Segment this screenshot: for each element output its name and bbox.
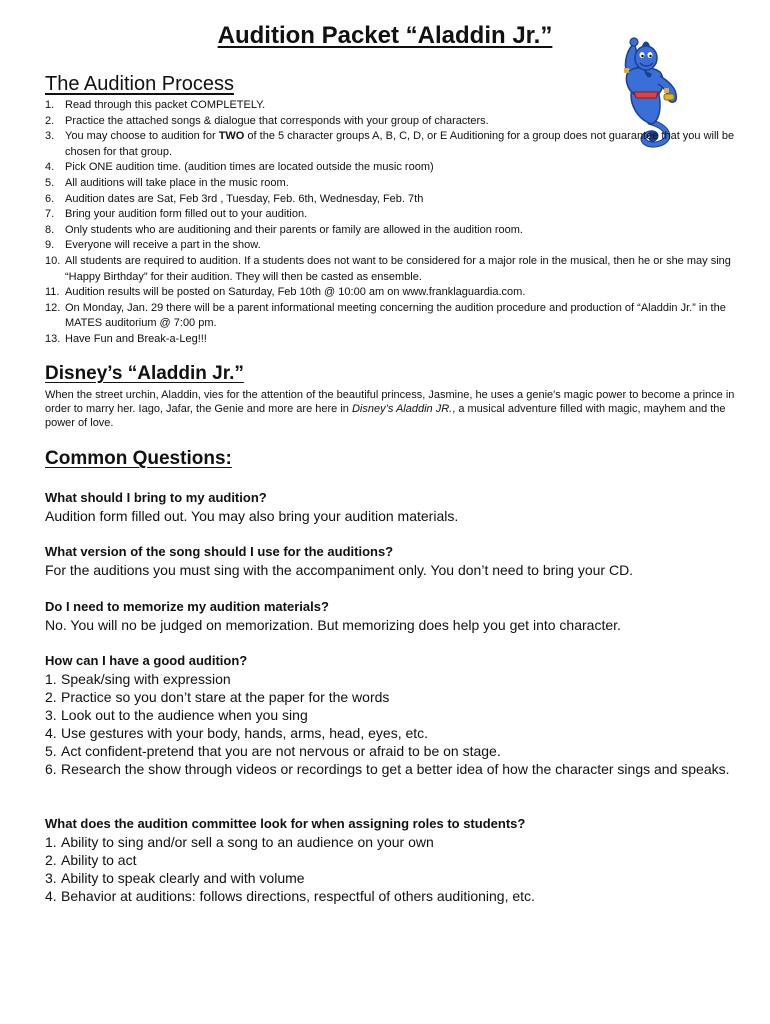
faq-memorize xyxy=(45,598,745,634)
list-item: 7. Bring your audition form filled out to your audition. xyxy=(45,208,308,221)
list-item: 13. Have Fun and Break-a-Leg!!! xyxy=(45,332,207,345)
list-item: 2. Practice so you don’t stare at the paper for the words xyxy=(45,689,390,705)
list-item: 3. Ability to speak clearly and with volume xyxy=(45,870,305,886)
list-item: 1. Speak/sing with expression xyxy=(45,671,231,687)
list-item: 3. You may choose to audition for TWO of the 5 character groups A, B, C, D, or E Auditioning for a group does not guarantee that you will be chosen for that group. xyxy=(45,130,735,158)
answer: Audition form filled out. You may also bring your audition materials. xyxy=(45,508,459,524)
question: What version of the song should I use for the auditions? xyxy=(45,544,394,559)
list-item: 6. Research the show through videos or recordings to get a better idea of how the character sings and speaks. xyxy=(45,761,730,777)
page-title: Audition Packet “Aladdin Jr.” xyxy=(217,22,553,49)
disney-aladdin-heading: Disney’s “Aladdin Jr.” xyxy=(45,363,244,384)
faq-bring xyxy=(45,489,745,525)
list-item: 3. Look out to the audience when you sing xyxy=(45,707,308,723)
list-item: 4. Pick ONE audition time. (audition times are located outside the music room) xyxy=(45,161,434,174)
question: What does the audition committee look for when assigning roles to students? xyxy=(45,816,526,831)
list-item: 1. Ability to sing and/or sell a song to an audience on your own xyxy=(45,834,434,850)
question: What should I bring to my audition? xyxy=(45,490,267,505)
faq-good-audition xyxy=(45,652,745,778)
list-item: 8. Only students who are auditioning and their parents or family are allowed in the audition room. xyxy=(45,223,523,236)
audition-process-list xyxy=(45,98,745,348)
list-item: 6. Audition dates are Sat, Feb 3rd , Tuesday, Feb. 6th, Wednesday, Feb. 7th xyxy=(45,192,424,205)
audition-process-heading: The Audition Process xyxy=(45,73,234,95)
question: Do I need to memorize my audition materials? xyxy=(45,599,329,614)
answer: For the auditions you must sing with the accompaniment only. You don’t need to bring your CD. xyxy=(45,562,634,578)
show-synopsis: When the street urchin, Aladdin, vies for the attention of the beautiful princess, Jasmine, he uses a genie's magic power to become a prince in order to marry her. Iago, Jafar, the Genie and more are here in Disney’s Aladdin JR., a musical adventure filled with magic, mayhem and the power of love. xyxy=(45,389,735,429)
question: How can I have a good audition? xyxy=(45,653,248,668)
answer: No. You will no be judged on memorization. But memorizing does help you get into character. xyxy=(45,617,621,633)
list-item: 2. Ability to act xyxy=(45,852,137,868)
list-item: 2. Practice the attached songs & dialogue that corresponds with your group of characters. xyxy=(45,114,489,127)
common-questions-heading: Common Questions: xyxy=(45,448,232,469)
list-item: 4. Use gestures with your body, hands, arms, head, eyes, etc. xyxy=(45,725,429,741)
list-item: 9. Everyone will receive a part in the show. xyxy=(45,239,261,252)
list-item: 12. On Monday, Jan. 29 there will be a parent informational meeting concerning the audition procedure and production of “Aladdin Jr.” in the MATES auditorium @ 7:00 pm. xyxy=(45,301,726,330)
list-item: 5. Act confident-pretend that you are not nervous or afraid to be on stage. xyxy=(45,743,501,759)
list-item: 4. Behavior at auditions: follows directions, respectful of others auditioning, etc. xyxy=(45,888,535,904)
list-item: 5. All auditions will take place in the music room. xyxy=(45,176,289,189)
faq-song-version xyxy=(45,543,745,579)
faq-committee xyxy=(45,815,745,905)
list-item: 11. Audition results will be posted on Saturday, Feb 10th @ 10:00 am on www.franklaguardia.com. xyxy=(45,286,526,299)
list-item: 10. All students are required to audition. If a students does not want to be considered for a major role in the musical, then he or she may sing “Happy Birthday” for their audition. They will then be casted as ensemble. xyxy=(45,254,731,283)
list-item: 1. Read through this packet COMPLETELY. xyxy=(45,99,266,111)
